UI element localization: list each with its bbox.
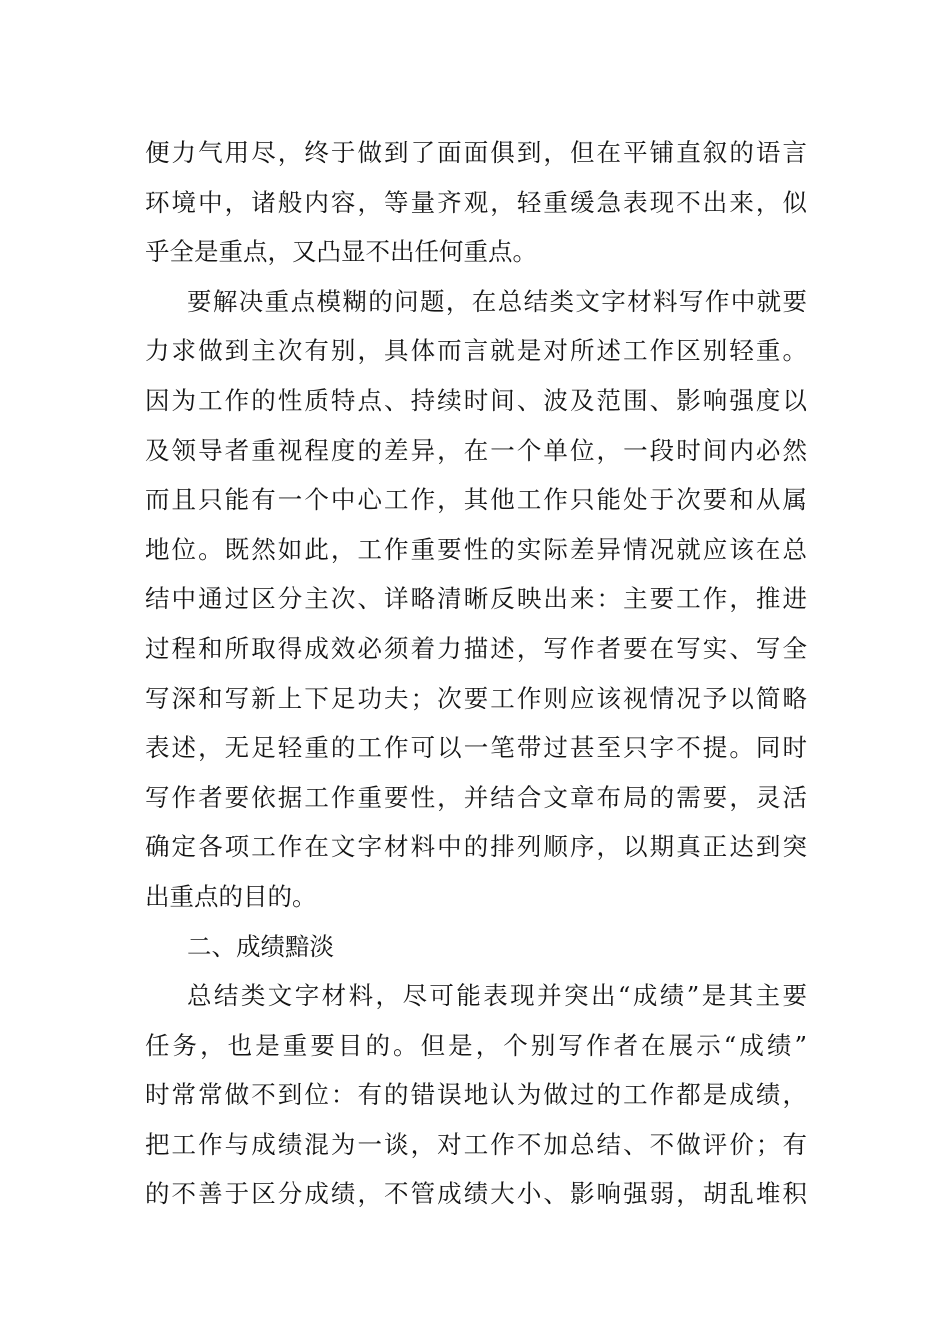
text-line: 写作者要依据工作重要性，并结合文章布局的需要，灵活: [145, 782, 807, 812]
text-line: 便力气用尽，终于做到了面面俱到，但在平铺直叙的语言: [145, 138, 807, 167]
text-line: 确定各项工作在文字材料中的排列顺序，以期真正达到突: [145, 832, 807, 862]
text-line: 把工作与成绩混为一谈，对工作不加总结、不做评价；有: [145, 1129, 807, 1159]
paragraph: [145, 277, 807, 922]
text-line: 任务，也是重要目的。但是，个别写作者在展示“成绩”: [145, 1030, 807, 1060]
text-line: 结中通过区分主次、详略清晰反映出来：主要工作，推进: [145, 584, 807, 614]
text-line: 出重点的目的。: [145, 881, 317, 911]
text-line: 要解决重点模糊的问题，在总结类文字材料写作中就要: [187, 286, 807, 316]
text-line: 力求做到主次有别，具体而言就是对所述工作区别轻重。: [145, 336, 807, 366]
text-line: 表述，无足轻重的工作可以一笔带过甚至只字不提。同时: [145, 733, 807, 763]
text-line: 写深和写新上下足功夫；次要工作则应该视情况予以简略: [145, 683, 807, 713]
text-line: 及领导者重视程度的差异，在一个单位，一段时间内必然: [145, 435, 807, 465]
text-line: 总结类文字材料，尽可能表现并突出“成绩”是其主要: [187, 981, 807, 1011]
text-line: 环境中，诸般内容，等量齐观，轻重缓急表现不出来，似: [145, 187, 807, 217]
text-line: 过程和所取得成效必须着力描述，写作者要在写实、写全: [145, 633, 807, 663]
text-line: 因为工作的性质特点、持续时间、波及范围、影响强度以: [145, 385, 807, 415]
paragraph: [145, 971, 807, 1219]
text-line: 的不善于区分成绩，不管成绩大小、影响强弱，胡乱堆积: [145, 1179, 807, 1209]
text-line: 乎全是重点，又凸显不出任何重点。: [145, 237, 537, 267]
text-line: 时常常做不到位：有的错误地认为做过的工作都是成绩，: [145, 1080, 807, 1110]
paragraph: [145, 128, 807, 277]
text-line: 而且只能有一个中心工作，其他工作只能处于次要和从属: [145, 485, 807, 515]
section-heading: [145, 922, 807, 972]
heading-text: 二、成绩黯淡: [187, 931, 334, 961]
document-page: [145, 128, 807, 1219]
text-line: 地位。既然如此，工作重要性的实际差异情况就应该在总: [145, 534, 807, 564]
